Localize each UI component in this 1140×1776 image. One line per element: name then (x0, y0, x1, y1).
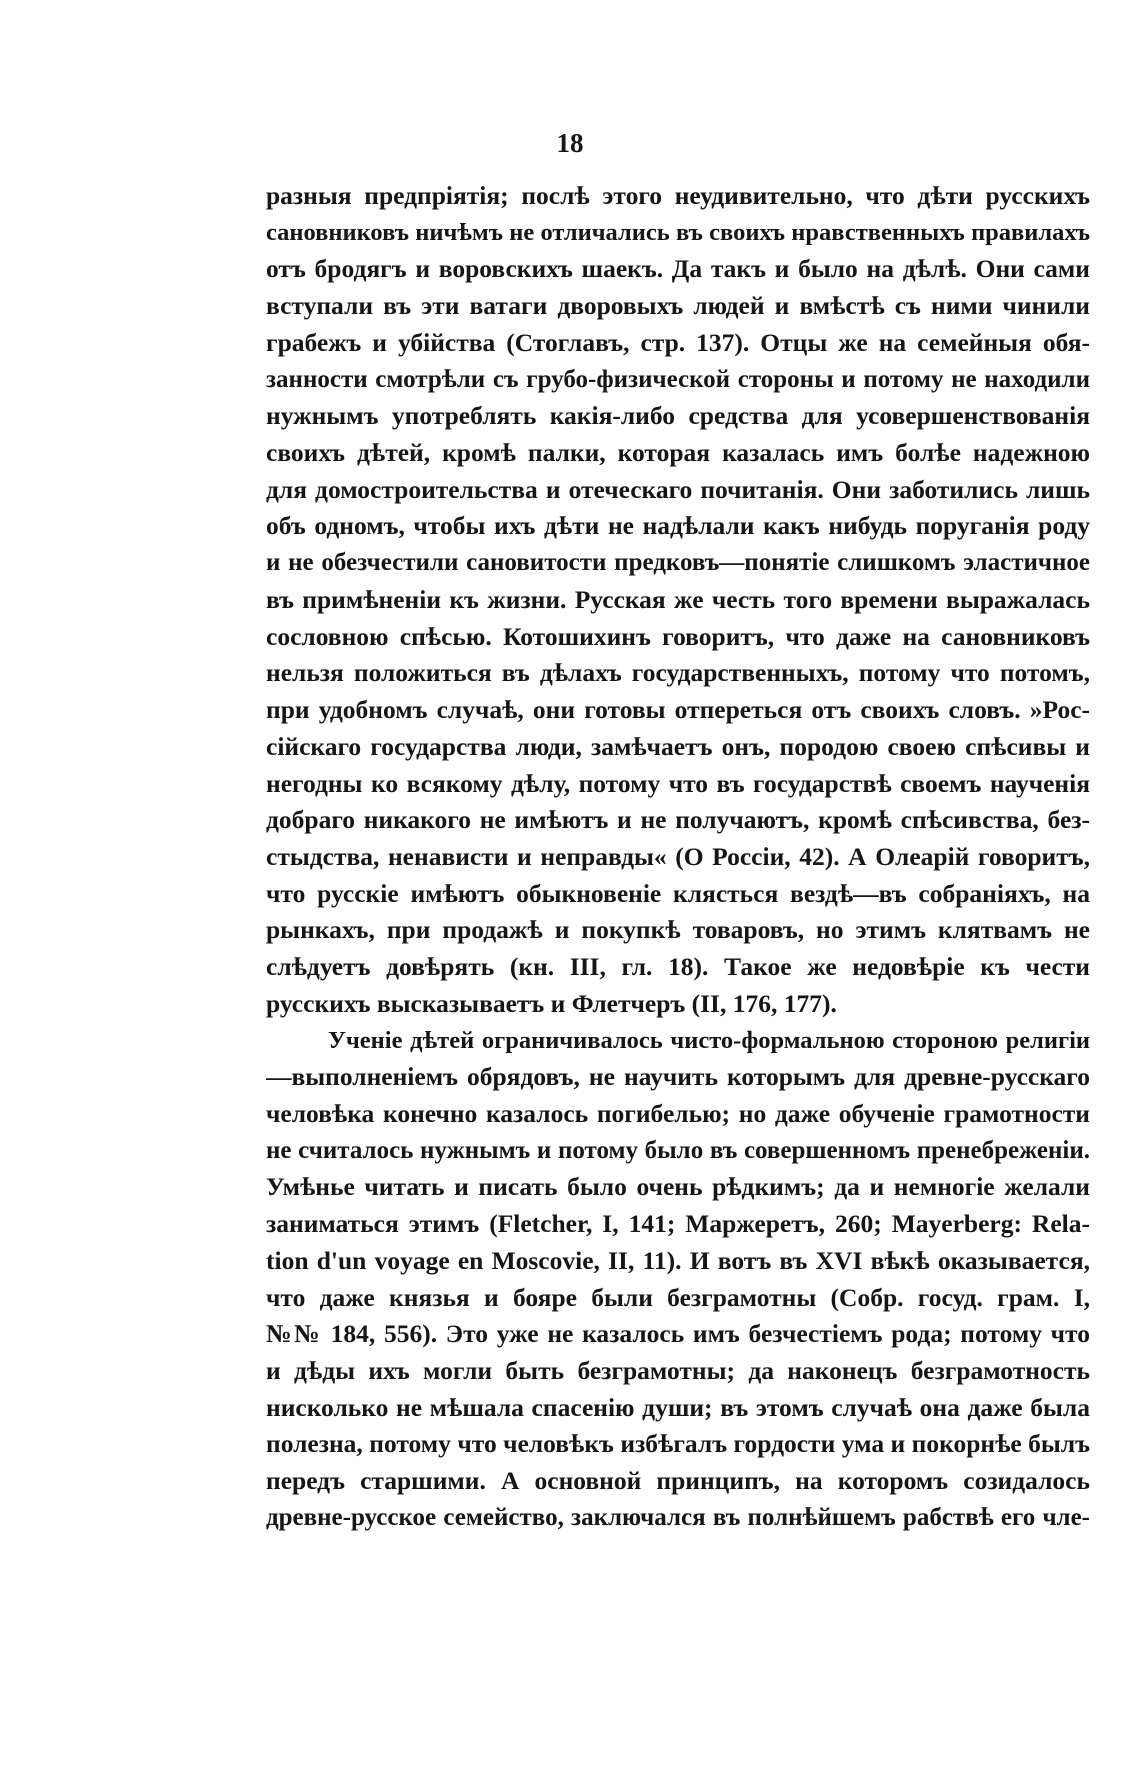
text-line: сановниковъ ничѣмъ не отличались въ своихъ нравственныхъ правилахъ (266, 218, 1090, 246)
text-line: грабежъ и убійства (Стоглавъ, стр. 137). Отцы же на семейныя обя- (266, 327, 1090, 357)
text-line: добраго никакого не имѣютъ и не получаютъ, кромѣ спѣсивства, без- (266, 805, 1090, 835)
text-line: стыдства, ненависти и неправды« (О Россіи, 42). А Олеарій говоритъ, (266, 841, 1090, 871)
text-line: Умѣнье читать и писать было очень рѣдкимъ; да и немногіе желали (266, 1172, 1090, 1202)
text-line: и дѣды ихъ могли быть безграмотны; да наконецъ безграмотность (266, 1356, 1090, 1385)
text-line: при удобномъ случаѣ, они готовы отпереться отъ своихъ словъ. »Рос- (266, 695, 1090, 725)
text-line: рынкахъ, при продажѣ и покупкѣ товаровъ, но этимъ клятвамъ не (266, 915, 1090, 945)
text-line: нужнымъ употреблять какія-либо средства для усовершенствованія (266, 401, 1090, 431)
text-line: полезна, потому что человѣкъ избѣгалъ гордости ума и покорнѣе былъ (266, 1429, 1090, 1459)
page-number: 18 (556, 128, 584, 158)
text-line: человѣка конечно казалось погибелью; но даже обученіе грамотности (266, 1098, 1090, 1128)
text-line: своихъ дѣтей, кромѣ палки, которая казалась имъ болѣе надежною (266, 438, 1090, 468)
text-line: негодны ко всякому дѣлу, потому что въ государствѣ своемъ наученія (266, 768, 1090, 798)
text-line: что даже князья и бояре были безграмотны (Собр. госуд. грам. I, (266, 1282, 1090, 1312)
text-line: отъ бродягъ и воровскихъ шаекъ. Да такъ и было на дѣлѣ. Они сами (266, 254, 1090, 284)
text-line: что русскіе имѣютъ обыкновеніе клясться вездѣ—въ собраніяхъ, на (266, 878, 1090, 908)
text-line: Ученіе дѣтей ограничивалось чисто-формальною стороною религіи (328, 1026, 1090, 1054)
text-line: нельзя положиться въ дѣлахъ государственныхъ, потому что потомъ, (266, 658, 1090, 688)
text-line: tion d'un voyage en Moscovie, II, 11). И вотъ въ XVI вѣкѣ оказывается, (266, 1245, 1090, 1275)
body-text (266, 178, 1090, 1537)
text-line: русскихъ высказываетъ и Флетчеръ (II, 176, 177). (266, 988, 837, 1018)
paragraph-2 (266, 1023, 1090, 1537)
text-line: древне-русское семейство, заключался въ полнѣйшемъ рабствѣ его чле- (266, 1503, 1090, 1531)
text-line: —выполненіемъ обрядовъ, не научить которымъ для древне-русскаго (266, 1062, 1090, 1092)
paragraph-1 (266, 178, 1090, 1023)
text-line: и не обезчестили сановитости предковъ—понятіе слишкомъ эластичное (266, 549, 1090, 577)
text-line: №№ 184, 556). Это уже не казалось имъ безчестіемъ рода; потому что (266, 1319, 1090, 1349)
text-line: объ одномъ, чтобы ихъ дѣти не надѣлали какъ нибудь поруганія роду (266, 511, 1090, 541)
text-line: нисколько не мѣшала спасенію души; въ этомъ случаѣ она даже была (266, 1392, 1090, 1422)
text-line: сословною спѣсью. Котошихинъ говоритъ, что даже на сановниковъ (266, 621, 1090, 651)
text-line: вступали въ эти ватаги дворовыхъ людей и вмѣстѣ съ ними чинили (266, 291, 1090, 321)
text-line: не считалось нужнымъ и потому было въ совершенномъ пренебреженіи. (266, 1136, 1090, 1164)
text-line: для домостроительства и отеческаго почитанія. Они заботились лишь (266, 474, 1090, 504)
text-line: разныя предпріятія; послѣ этого неудивительно, что дѣти русскихъ (266, 181, 1090, 210)
text-line: сійскаго государства люди, замѣчаетъ онъ, породою своею спѣсивы и (266, 731, 1090, 761)
text-line: заниматься этимъ (Fletcher, I, 141; Маржеретъ, 260; Mayerberg: Rela- (266, 1209, 1090, 1239)
text-line: слѣдуетъ довѣрять (кн. III, гл. 18). Такое же недовѣріе къ чести (266, 952, 1090, 982)
text-line: въ примѣненіи къ жизни. Русская же честь того времени выражалась (266, 584, 1090, 614)
text-line: передъ старшими. А основной принципъ, на которомъ созидалось (266, 1466, 1090, 1496)
text-line: занности смотрѣли съ грубо-физической стороны и потому не находили (266, 365, 1090, 393)
